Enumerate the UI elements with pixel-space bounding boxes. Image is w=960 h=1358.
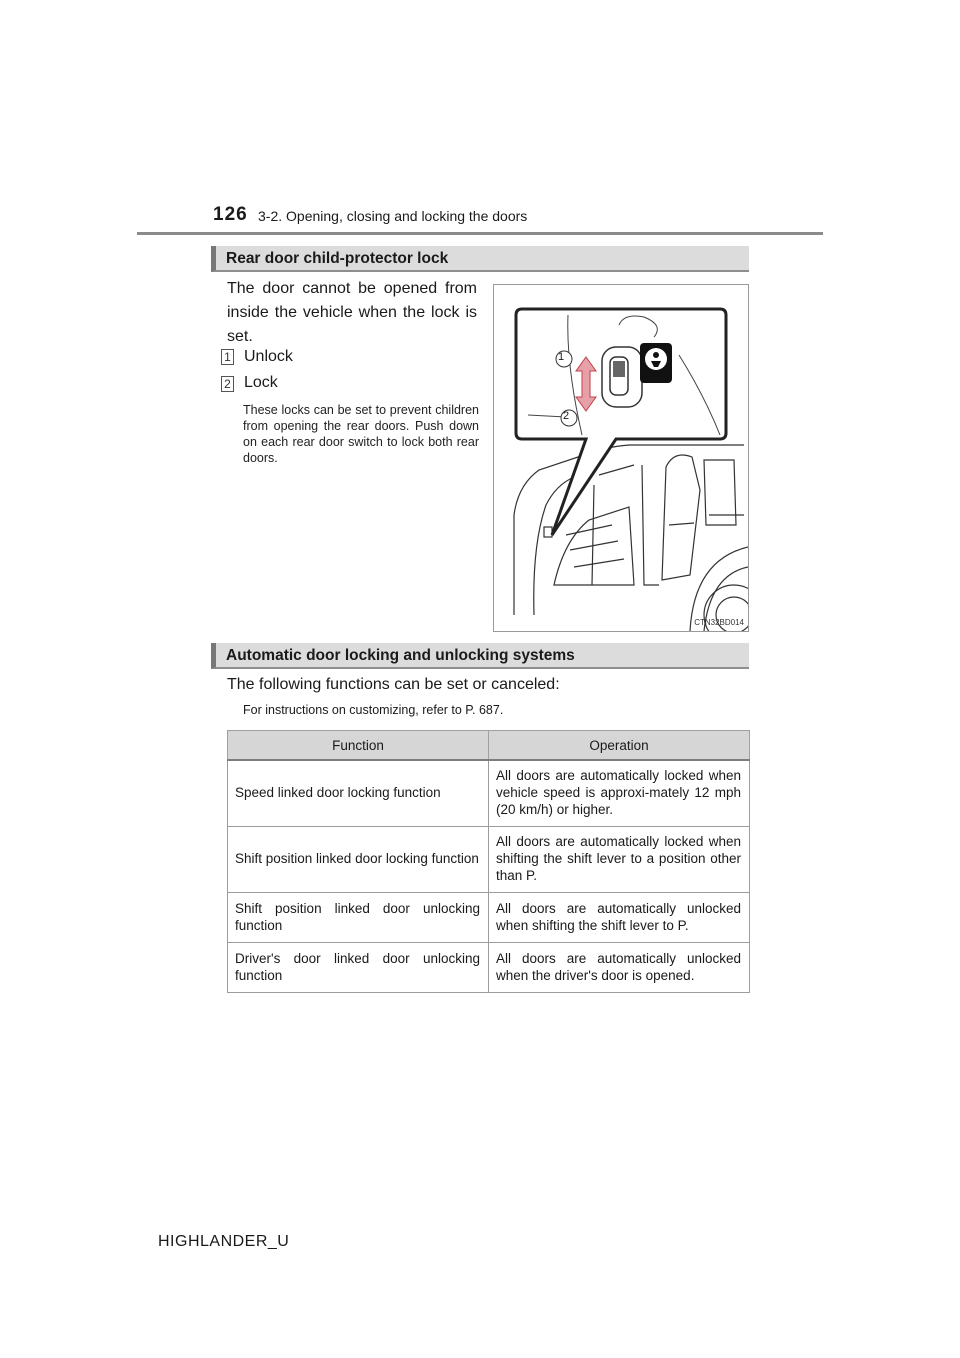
child-lock-heading: Rear door child-protector lock <box>211 246 749 272</box>
table-cell-function: Shift position linked door locking function <box>228 827 489 893</box>
table-cell-operation: All doors are automatically locked when shifting the shift lever to a position other than P. <box>489 827 750 893</box>
header-rule <box>137 232 823 235</box>
auto-lock-lead-note: For instructions on customizing, refer to P. 687. <box>243 703 504 717</box>
footer-model-code: HIGHLANDER_U <box>158 1233 290 1250</box>
child-lock-figure <box>493 284 749 632</box>
section-title: 3-2. Opening, closing and locking the doors <box>258 208 528 224</box>
callout-label-2: 2 <box>563 410 570 422</box>
item-label-lock: Lock <box>244 374 278 391</box>
header-function: Function <box>228 731 489 761</box>
table-row <box>228 943 750 993</box>
auto-lock-heading: Automatic door locking and unlocking systems <box>211 643 749 669</box>
item-label-unlock: Unlock <box>244 348 293 365</box>
table-cell-function: Shift position linked door unlocking function <box>228 893 489 943</box>
table-row <box>228 827 750 893</box>
table-cell-operation: All doors are automatically unlocked when the driver's door is opened. <box>489 943 750 993</box>
table-header-row <box>228 731 750 761</box>
table-row <box>228 893 750 943</box>
item-number-1-icon: 1 <box>221 349 234 365</box>
child-lock-intro: The door cannot be opened from inside the vehicle when the lock is set. <box>227 280 477 345</box>
auto-lock-lead: The following functions can be set or canceled: <box>227 676 560 693</box>
callout-label-1: 1 <box>558 351 565 363</box>
header-operation: Operation <box>489 731 750 761</box>
item-number-2-icon: 2 <box>221 376 234 392</box>
function-table <box>227 730 750 993</box>
child-lock-note: These locks can be set to prevent children from opening the rear doors. Push down on each rear door switch to lock both rear doors. <box>243 403 479 465</box>
table-cell-operation: All doors are automatically locked when vehicle speed is approxi-mately 12 mph (20 km/h) or higher. <box>489 760 750 827</box>
figure-caption: CTN32BD014 <box>694 618 744 627</box>
table-cell-function: Driver's door linked door unlocking function <box>228 943 489 993</box>
rear-door-illustration <box>494 285 748 631</box>
table-cell-operation: All doors are automatically unlocked when shifting the shift lever to P. <box>489 893 750 943</box>
table-row <box>228 760 750 827</box>
page-number: 126 <box>213 204 248 225</box>
table-cell-function: Speed linked door locking function <box>228 760 489 827</box>
